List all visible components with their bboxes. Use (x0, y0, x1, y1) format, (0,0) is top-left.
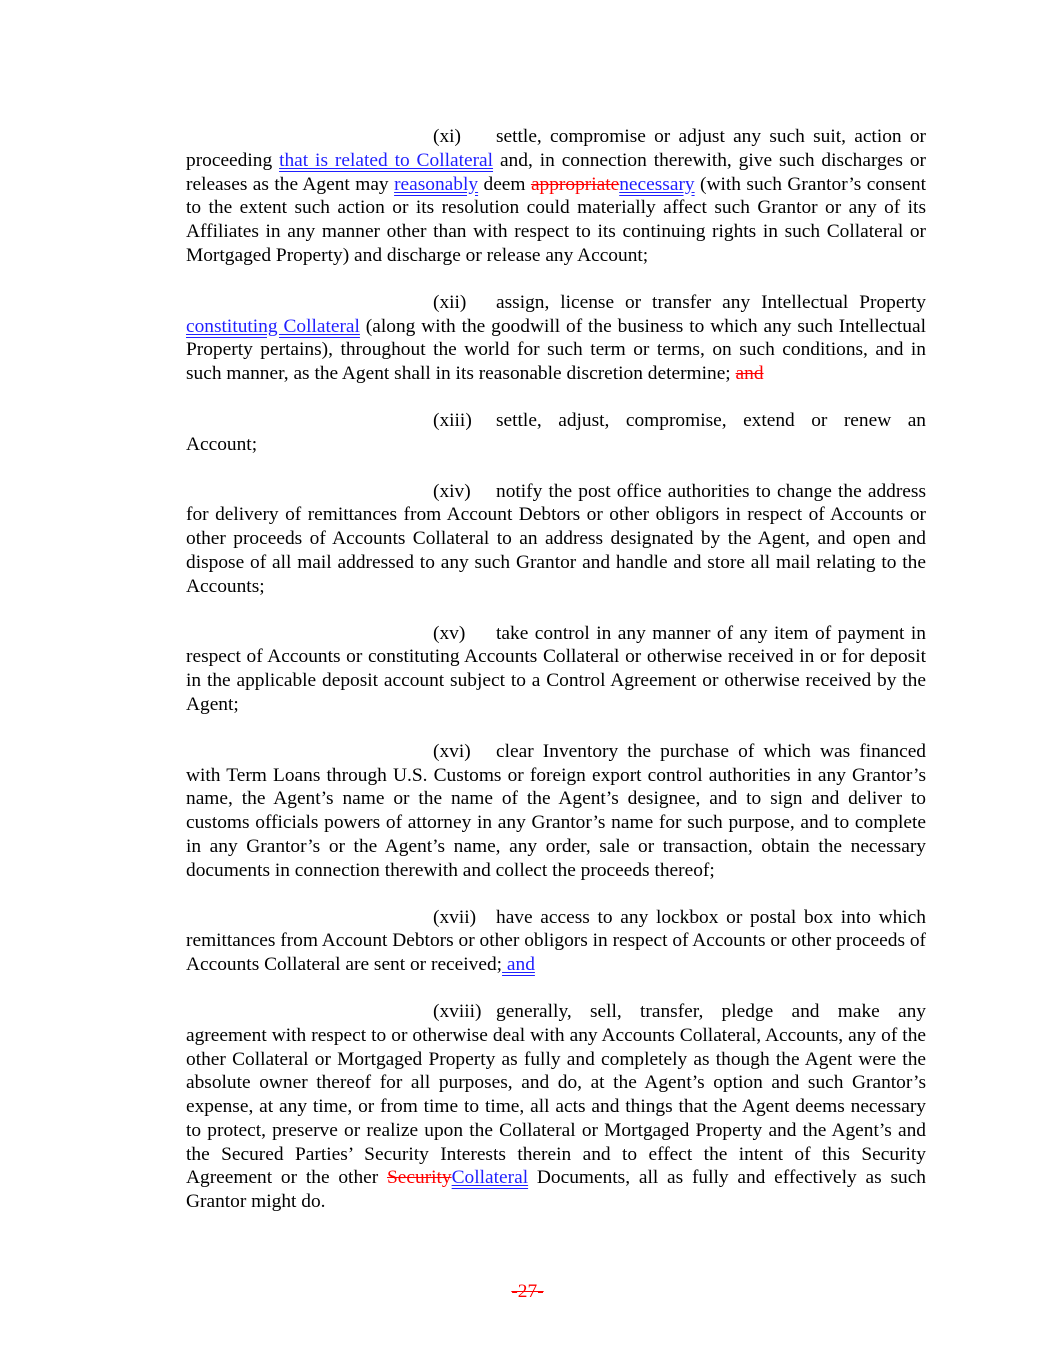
clause-text: (along with the goodwill of the business to which any such Intellectual Property pertains), throughout the world for such term or terms, on such conditions, and in such manner, as the Agent shall in its reasonable discretion determine; (186, 315, 926, 385)
clause-text: clear Inventory the purchase of which was financed with Term Loans through U.S. Customs or foreign export control authorities in any Grantor’s name, the Agent’s name or the name of the Agent’s designee, and to sign and deliver to customs officials powers of attorney in any Grantor’s name for such purpose, and to complete in any Grantor’s or the Agent’s name, any order, sale or transaction, obtain the necessary documents in connection therewith and collect the proceeds thereof; (186, 740, 926, 881)
clause-paragraph (186, 291, 926, 386)
clause-text: assign, license or transfer any Intellectual Property (496, 291, 926, 313)
clause-number: (xv) (433, 622, 466, 644)
clause-text: settle, compromise or adjust any such suit, action or proceeding (186, 126, 926, 171)
clause-number: (xvii) (433, 906, 477, 928)
clause-text: take control in any manner of any item of payment in respect of Accounts or constituting Accounts Collateral or otherwise received in or for deposit in the applicable deposit account subject to a Control Agreement or otherwise received by the Agent; (186, 622, 926, 715)
clause-paragraph (186, 480, 926, 599)
clause-number: (xiv) (433, 480, 471, 502)
clause-text: deem (478, 173, 531, 195)
clause-number: (xii) (433, 291, 467, 313)
inserted-text: Collateral (451, 1167, 529, 1189)
clause-text: settle, adjust, compromise, extend or renew an Account; (186, 409, 926, 455)
inserted-text: constituting Collateral (186, 315, 360, 337)
inserted-text: reasonably (394, 173, 479, 195)
clause-paragraph (186, 740, 926, 883)
clause-paragraph (186, 409, 926, 457)
clause-text: generally, sell, transfer, pledge and make any agreement with respect to or otherwise deal with any Accounts Collateral, Accounts, any of the other Collateral or Mortgaged Property as fully and completely as though the Agent were the absolute owner thereof for all purposes, and do, at the Agent’s option and such Grantor’s expense, at any time, or from time to time, all acts and things that the Agent deems necessary to protect, preserve or realize upon the Collateral or Mortgaged Property and the Agent’s and the Secured Parties’ Security Interests therein and to effect the intent of this Security Agreement or the other (186, 1000, 926, 1189)
deleted-text: Security (387, 1167, 452, 1189)
clause-number: (xvi) (433, 740, 471, 762)
clause-paragraph (186, 1000, 926, 1214)
deleted-text: appropriate (530, 173, 620, 195)
clause-paragraph (186, 125, 926, 268)
clause-number: (xviii) (433, 1000, 482, 1022)
inserted-text: that is related to Collateral (279, 149, 494, 171)
clause-paragraph (186, 906, 926, 977)
clause-number: (xiii) (433, 409, 472, 431)
clause-text: Documents, all as fully and effectively as such Grantor might do. (186, 1167, 926, 1213)
clause-text: have access to any lockbox or postal box into which remittances from Account Debtors or other obligors in respect of Accounts or other proceeds of Accounts Collateral are sent or received; (186, 906, 926, 976)
clause-text: (with such Grantor’s consent to the extent such action or its resolution could materially affect such Grantor or any of its Affiliates in any manner other than with respect to its continuing rights in such Collateral or Mortgaged Property) and discharge or release any Account; (186, 173, 926, 266)
clause-text: notify the post office authorities to change the address for delivery of remittances from Account Debtors or other obligors in respect of Accounts or other proceeds of Accounts Collateral to an address designated by the Agent, and open and dispose of all mail addressed to any such Grantor and handle and store all mail relating to the Accounts; (186, 480, 926, 597)
deleted-text: and (735, 363, 764, 385)
clause-number: (xi) (433, 126, 461, 147)
document-body (186, 125, 926, 1237)
inserted-text: necessary (619, 173, 695, 195)
page-number: -27- (511, 1281, 544, 1302)
clause-text: and, in connection therewith, give such discharges or releases as the Agent may (186, 149, 926, 195)
clause-paragraph (186, 622, 926, 717)
inserted-text: and (502, 954, 535, 976)
